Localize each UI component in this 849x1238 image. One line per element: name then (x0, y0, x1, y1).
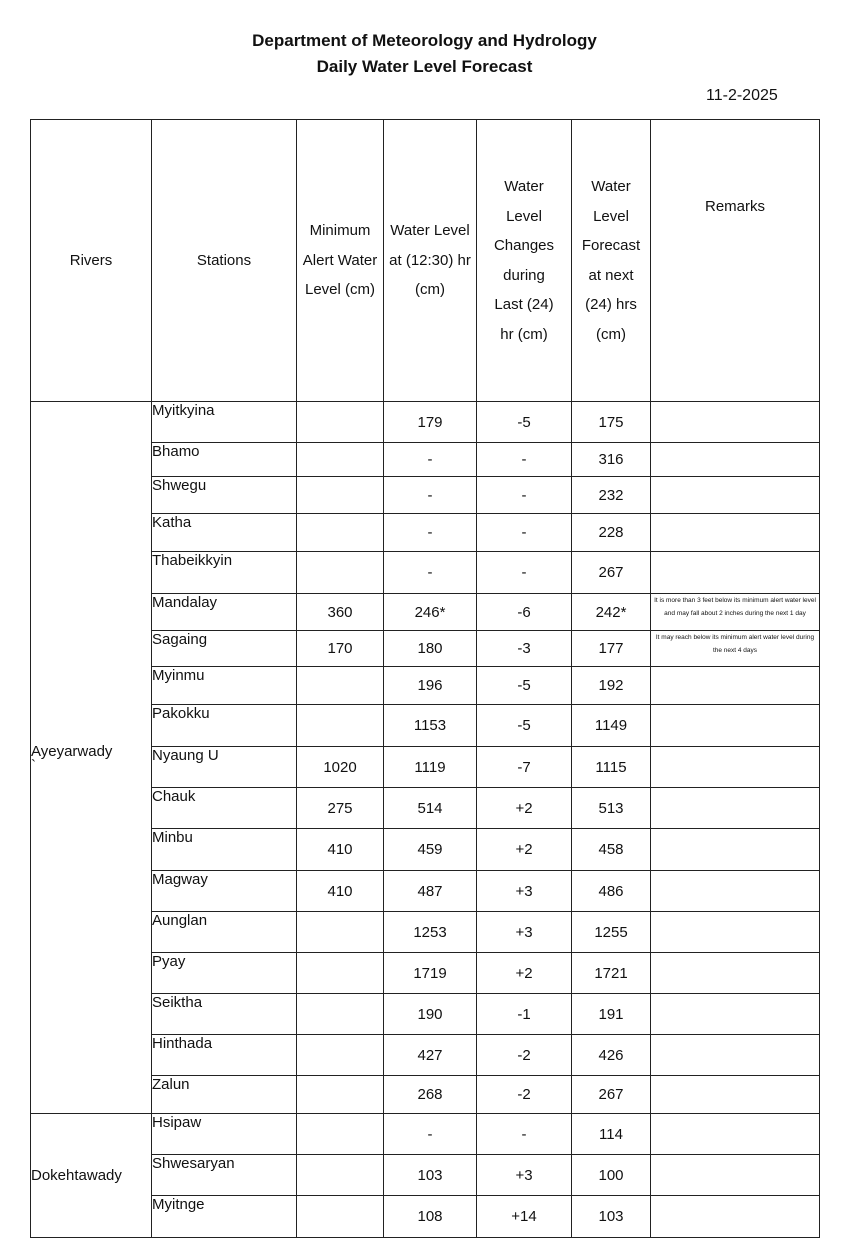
water-level-cell: 190 (384, 994, 477, 1035)
station-name-cell: Seiktha (152, 994, 297, 1035)
remark-cell (651, 1114, 820, 1155)
level-change-cell: -2 (477, 1076, 572, 1114)
level-change-cell: +2 (477, 788, 572, 829)
remark-cell (651, 1076, 820, 1114)
station-name-cell: Bhamo (152, 443, 297, 477)
forecast-cell: 100 (572, 1155, 651, 1196)
min-alert-level-cell (297, 994, 384, 1035)
min-alert-level-cell (297, 514, 384, 552)
report-date: 11-2-2025 (706, 87, 778, 104)
forecast-cell: 267 (572, 1076, 651, 1114)
forecast-cell: 177 (572, 631, 651, 667)
forecast-cell: 232 (572, 477, 651, 514)
forecast-cell: 513 (572, 788, 651, 829)
remark-cell (651, 1155, 820, 1196)
min-alert-level-cell (297, 1035, 384, 1076)
min-alert-level-cell: 1020 (297, 747, 384, 788)
forecast-cell: 242* (572, 594, 651, 631)
table-body (31, 402, 820, 1238)
column-header-stations: Stations (152, 120, 297, 402)
forecast-cell: 1115 (572, 747, 651, 788)
water-level-cell: 268 (384, 1076, 477, 1114)
level-change-cell: -5 (477, 402, 572, 443)
water-level-cell: 487 (384, 871, 477, 912)
station-name-cell: Myinmu (152, 667, 297, 705)
remark-cell (651, 953, 820, 994)
level-change-cell: -6 (477, 594, 572, 631)
station-name-cell: Minbu (152, 829, 297, 871)
min-alert-level-cell (297, 953, 384, 994)
water-level-cell: 1119 (384, 747, 477, 788)
level-change-cell: - (477, 1114, 572, 1155)
river-footnote-mark: ` (31, 757, 36, 774)
min-alert-level-cell (297, 443, 384, 477)
remark-cell (651, 705, 820, 747)
column-header-rivers: Rivers (31, 120, 152, 402)
min-alert-level-cell (297, 1155, 384, 1196)
water-level-cell: - (384, 477, 477, 514)
report-title: Daily Water Level Forecast (316, 57, 533, 76)
remark-cell (651, 667, 820, 705)
river-name-cell (31, 1114, 152, 1238)
river-name-cell (31, 402, 152, 1114)
remark-cell: It is more than 3 feet below its minimum alert water level and may fall about 2 inches during the next 1 day (651, 594, 820, 631)
water-level-cell: 459 (384, 829, 477, 871)
remark-cell (651, 788, 820, 829)
station-name-cell: Pyay (152, 953, 297, 994)
water-level-cell: 246* (384, 594, 477, 631)
level-change-cell: -5 (477, 667, 572, 705)
river-name: Dokehtawady (31, 1167, 122, 1184)
min-alert-level-cell (297, 705, 384, 747)
level-change-cell: +2 (477, 829, 572, 871)
min-alert-level-cell (297, 402, 384, 443)
level-change-cell: +3 (477, 871, 572, 912)
station-name-cell: Myitnge (152, 1196, 297, 1238)
remark-cell (651, 829, 820, 871)
water-level-cell: 1253 (384, 912, 477, 953)
forecast-cell: 103 (572, 1196, 651, 1238)
min-alert-level-cell: 410 (297, 871, 384, 912)
station-name-cell: Chauk (152, 788, 297, 829)
forecast-cell: 426 (572, 1035, 651, 1076)
station-name-cell: Katha (152, 514, 297, 552)
water-level-cell: - (384, 1114, 477, 1155)
remark-cell (651, 1196, 820, 1238)
level-change-cell: +2 (477, 953, 572, 994)
water-level-cell: - (384, 443, 477, 477)
remark-cell (651, 912, 820, 953)
min-alert-level-cell (297, 1076, 384, 1114)
remark-cell (651, 747, 820, 788)
forecast-cell: 458 (572, 829, 651, 871)
station-name-cell: Hsipaw (152, 1114, 297, 1155)
water-level-cell: - (384, 514, 477, 552)
min-alert-level-cell (297, 667, 384, 705)
water-level-cell: 103 (384, 1155, 477, 1196)
level-change-cell: -1 (477, 994, 572, 1035)
remark-cell: It may reach below its minimum alert water level during the next 4 days (651, 631, 820, 667)
water-level-cell: 108 (384, 1196, 477, 1238)
level-change-cell: -2 (477, 1035, 572, 1076)
min-alert-level-cell: 275 (297, 788, 384, 829)
forecast-cell: 1255 (572, 912, 651, 953)
station-name-cell: Pakokku (152, 705, 297, 747)
level-change-cell: -7 (477, 747, 572, 788)
level-change-cell: - (477, 552, 572, 594)
column-header-forecast: Water Level Forecast at next (24) hrs (cm) (572, 120, 651, 402)
forecast-cell: 267 (572, 552, 651, 594)
min-alert-level-cell (297, 1196, 384, 1238)
forecast-cell: 114 (572, 1114, 651, 1155)
min-alert-level-cell (297, 552, 384, 594)
forecast-cell: 192 (572, 667, 651, 705)
level-change-cell: - (477, 514, 572, 552)
forecast-cell: 1149 (572, 705, 651, 747)
level-change-cell: -5 (477, 705, 572, 747)
remark-cell (651, 871, 820, 912)
station-name-cell: Aunglan (152, 912, 297, 953)
remark-cell (651, 443, 820, 477)
station-name-cell: Thabeikkyin (152, 552, 297, 594)
forecast-cell: 191 (572, 994, 651, 1035)
table-row (31, 402, 820, 443)
column-header-remarks: Remarks (651, 120, 820, 402)
forecast-cell: 228 (572, 514, 651, 552)
station-name-cell: Magway (152, 871, 297, 912)
water-level-cell: 1153 (384, 705, 477, 747)
water-level-cell: - (384, 552, 477, 594)
min-alert-level-cell: 170 (297, 631, 384, 667)
column-header-water-level: Water Level at (12:30) hr (cm) (384, 120, 477, 402)
min-alert-level-cell (297, 477, 384, 514)
station-name-cell: Shwesaryan (152, 1155, 297, 1196)
station-name-cell: Shwegu (152, 477, 297, 514)
remark-cell (651, 994, 820, 1035)
level-change-cell: +14 (477, 1196, 572, 1238)
water-level-cell: 179 (384, 402, 477, 443)
min-alert-level-cell (297, 1114, 384, 1155)
level-change-cell: - (477, 443, 572, 477)
forecast-cell: 175 (572, 402, 651, 443)
forecast-cell: 316 (572, 443, 651, 477)
river-name: Ayeyarwady (31, 743, 113, 760)
report-agency-title: Department of Meteorology and Hydrology (252, 31, 597, 50)
column-header-level-change: Water Level Changes during Last (24) hr (cm) (477, 120, 572, 402)
water-level-cell: 196 (384, 667, 477, 705)
station-name-cell: Hinthada (152, 1035, 297, 1076)
level-change-cell: +3 (477, 1155, 572, 1196)
station-name-cell: Sagaing (152, 631, 297, 667)
table-header-row (31, 120, 820, 402)
level-change-cell: - (477, 477, 572, 514)
table-row (31, 1114, 820, 1155)
forecast-cell: 486 (572, 871, 651, 912)
column-header-min-alert-level: Minimum Alert Water Level (cm) (297, 120, 384, 402)
remark-cell (651, 477, 820, 514)
water-level-cell: 180 (384, 631, 477, 667)
remark-cell (651, 514, 820, 552)
min-alert-level-cell: 410 (297, 829, 384, 871)
remark-cell (651, 402, 820, 443)
level-change-cell: -3 (477, 631, 572, 667)
min-alert-level-cell (297, 912, 384, 953)
level-change-cell: +3 (477, 912, 572, 953)
remark-cell (651, 552, 820, 594)
water-level-cell: 427 (384, 1035, 477, 1076)
water-level-cell: 514 (384, 788, 477, 829)
station-name-cell: Mandalay (152, 594, 297, 631)
water-level-cell: 1719 (384, 953, 477, 994)
station-name-cell: Zalun (152, 1076, 297, 1114)
remark-cell (651, 1035, 820, 1076)
station-name-cell: Nyaung U (152, 747, 297, 788)
station-name-cell: Myitkyina (152, 402, 297, 443)
water-level-table (30, 119, 820, 1238)
forecast-cell: 1721 (572, 953, 651, 994)
min-alert-level-cell: 360 (297, 594, 384, 631)
